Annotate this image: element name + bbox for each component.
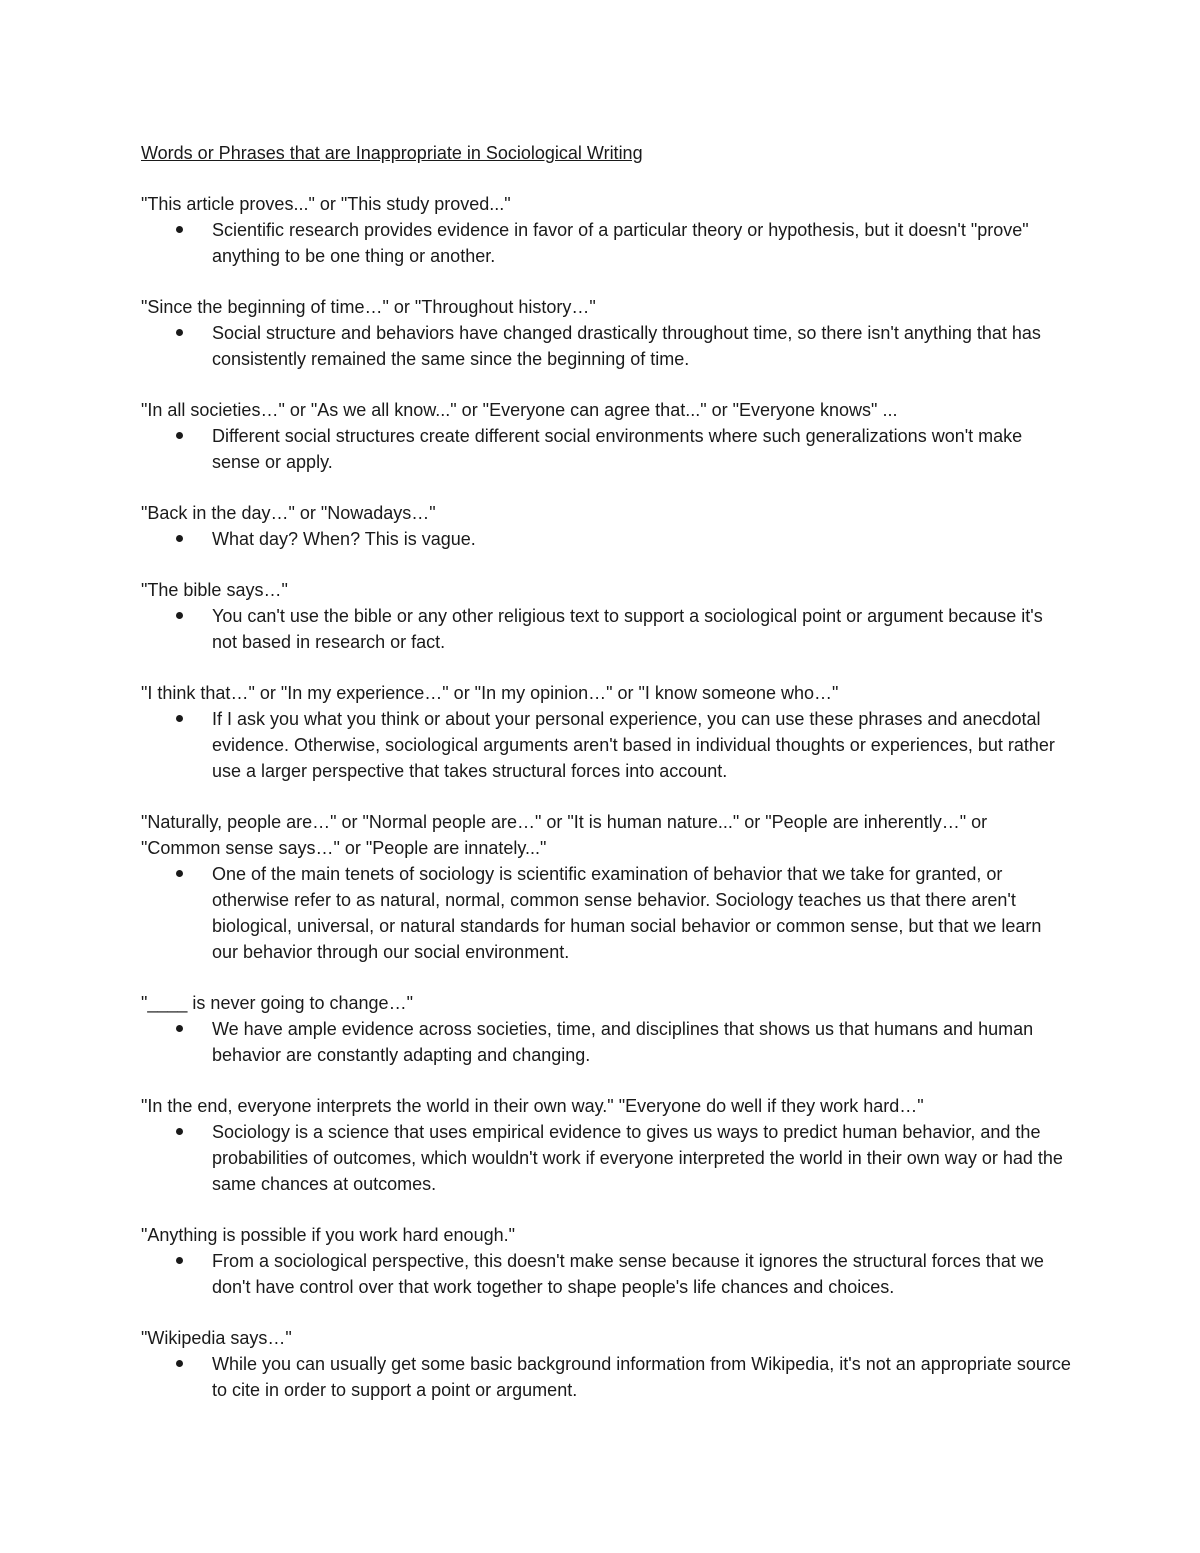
explanation-item: [212, 1351, 1071, 1403]
bullet-dot-icon: [176, 612, 183, 619]
explanation-item: [212, 320, 1071, 372]
inappropriate-phrase: "Anything is possible if you work hard enough.": [141, 1225, 515, 1245]
explanation-list: [141, 861, 1071, 965]
explanation-text: What day? When? This is vague.: [212, 529, 476, 549]
inappropriate-phrase: "Naturally, people are…" or "Normal people are…" or "It is human nature..." or "People are inherently…" or "Common sense says…" or "People are innately...": [141, 812, 988, 858]
explanation-item: [212, 526, 1071, 552]
explanation-item: [212, 706, 1071, 784]
inappropriate-phrase: "The bible says…": [141, 580, 288, 600]
bullet-dot-icon: [176, 715, 183, 722]
inappropriate-phrase: "Back in the day…" or "Nowadays…": [141, 503, 436, 523]
explanation-list: [141, 217, 1071, 269]
inappropriate-phrase: "____ is never going to change…": [141, 993, 413, 1013]
explanation-text: Sociology is a science that uses empirical evidence to gives us ways to predict human behavior, and the probabilities of outcomes, which wouldn't work if everyone interpreted the world in their own way or had the same chances at outcomes.: [212, 1122, 1063, 1194]
phrase-section: [141, 191, 1071, 269]
explanation-text: If I ask you what you think or about your personal experience, you can use these phrases and anecdotal evidence. Otherwise, sociological arguments aren't based in individual thoughts or experiences, but rather use a larger perspective that takes structural forces into account.: [212, 709, 1055, 781]
explanation-item: [212, 603, 1071, 655]
bullet-dot-icon: [176, 1128, 183, 1135]
inappropriate-phrase: "In all societies…" or "As we all know..." or "Everyone can agree that..." or "Everyone knows" ...: [141, 400, 898, 420]
phrase-section: [141, 1093, 1071, 1197]
phrase-section: [141, 990, 1071, 1068]
explanation-list: [141, 1351, 1071, 1403]
explanation-item: [212, 423, 1071, 475]
inappropriate-phrase: "In the end, everyone interprets the world in their own way." "Everyone do well if they work hard…": [141, 1096, 924, 1116]
phrase-section: [141, 809, 1071, 965]
phrase-section: [141, 1222, 1071, 1300]
document-page: [141, 140, 1071, 1428]
document-title: Words or Phrases that are Inappropriate in Sociological Writing: [141, 143, 643, 163]
explanation-item: [212, 1016, 1071, 1068]
explanation-text: One of the main tenets of sociology is scientific examination of behavior that we take for granted, or otherwise refer to as natural, normal, common sense behavior. Sociology teaches us that there aren't biological, universal, or natural standards for human social behavior or common sense, but that we learn our behavior through our social environment.: [212, 864, 1042, 962]
bullet-dot-icon: [176, 1025, 183, 1032]
explanation-list: [141, 706, 1071, 784]
explanation-item: [212, 1248, 1071, 1300]
inappropriate-phrase: "Wikipedia says…": [141, 1328, 292, 1348]
bullet-dot-icon: [176, 226, 183, 233]
inappropriate-phrase: "This article proves..." or "This study proved...": [141, 194, 511, 214]
explanation-item: [212, 1119, 1071, 1197]
explanation-list: [141, 603, 1071, 655]
bullet-dot-icon: [176, 535, 183, 542]
explanation-text: Different social structures create different social environments where such generalizations won't make sense or apply.: [212, 426, 1023, 472]
explanation-list: [141, 1016, 1071, 1068]
explanation-item: [212, 861, 1071, 965]
explanation-text: You can't use the bible or any other religious text to support a sociological point or argument because it's not based in research or fact.: [212, 606, 1043, 652]
bullet-dot-icon: [176, 432, 183, 439]
explanation-text: While you can usually get some basic background information from Wikipedia, it's not an appropriate source to cite in order to support a point or argument.: [212, 1354, 1071, 1400]
phrase-section: [141, 577, 1071, 655]
explanation-text: Social structure and behaviors have changed drastically throughout time, so there isn't anything that has consistently remained the same since the beginning of time.: [212, 323, 1041, 369]
explanation-text: Scientific research provides evidence in favor of a particular theory or hypothesis, but it doesn't "prove" anything to be one thing or another.: [212, 220, 1029, 266]
phrase-section: [141, 397, 1071, 475]
explanation-item: [212, 217, 1071, 269]
inappropriate-phrase: "Since the beginning of time…" or "Throughout history…": [141, 297, 596, 317]
explanation-list: [141, 1248, 1071, 1300]
explanation-list: [141, 1119, 1071, 1197]
bullet-dot-icon: [176, 329, 183, 336]
bullet-dot-icon: [176, 870, 183, 877]
phrase-section: [141, 1325, 1071, 1403]
bullet-dot-icon: [176, 1360, 183, 1367]
phrase-section: [141, 500, 1071, 552]
inappropriate-phrase: "I think that…" or "In my experience…" or "In my opinion…" or "I know someone who…": [141, 683, 839, 703]
explanation-text: From a sociological perspective, this doesn't make sense because it ignores the structural forces that we don't have control over that work together to shape people's life chances and choices.: [212, 1251, 1044, 1297]
explanation-list: [141, 320, 1071, 372]
explanation-list: [141, 526, 1071, 552]
phrase-section: [141, 680, 1071, 784]
explanation-list: [141, 423, 1071, 475]
bullet-dot-icon: [176, 1257, 183, 1264]
phrase-section: [141, 294, 1071, 372]
explanation-text: We have ample evidence across societies, time, and disciplines that shows us that humans and human behavior are constantly adapting and changing.: [212, 1019, 1034, 1065]
